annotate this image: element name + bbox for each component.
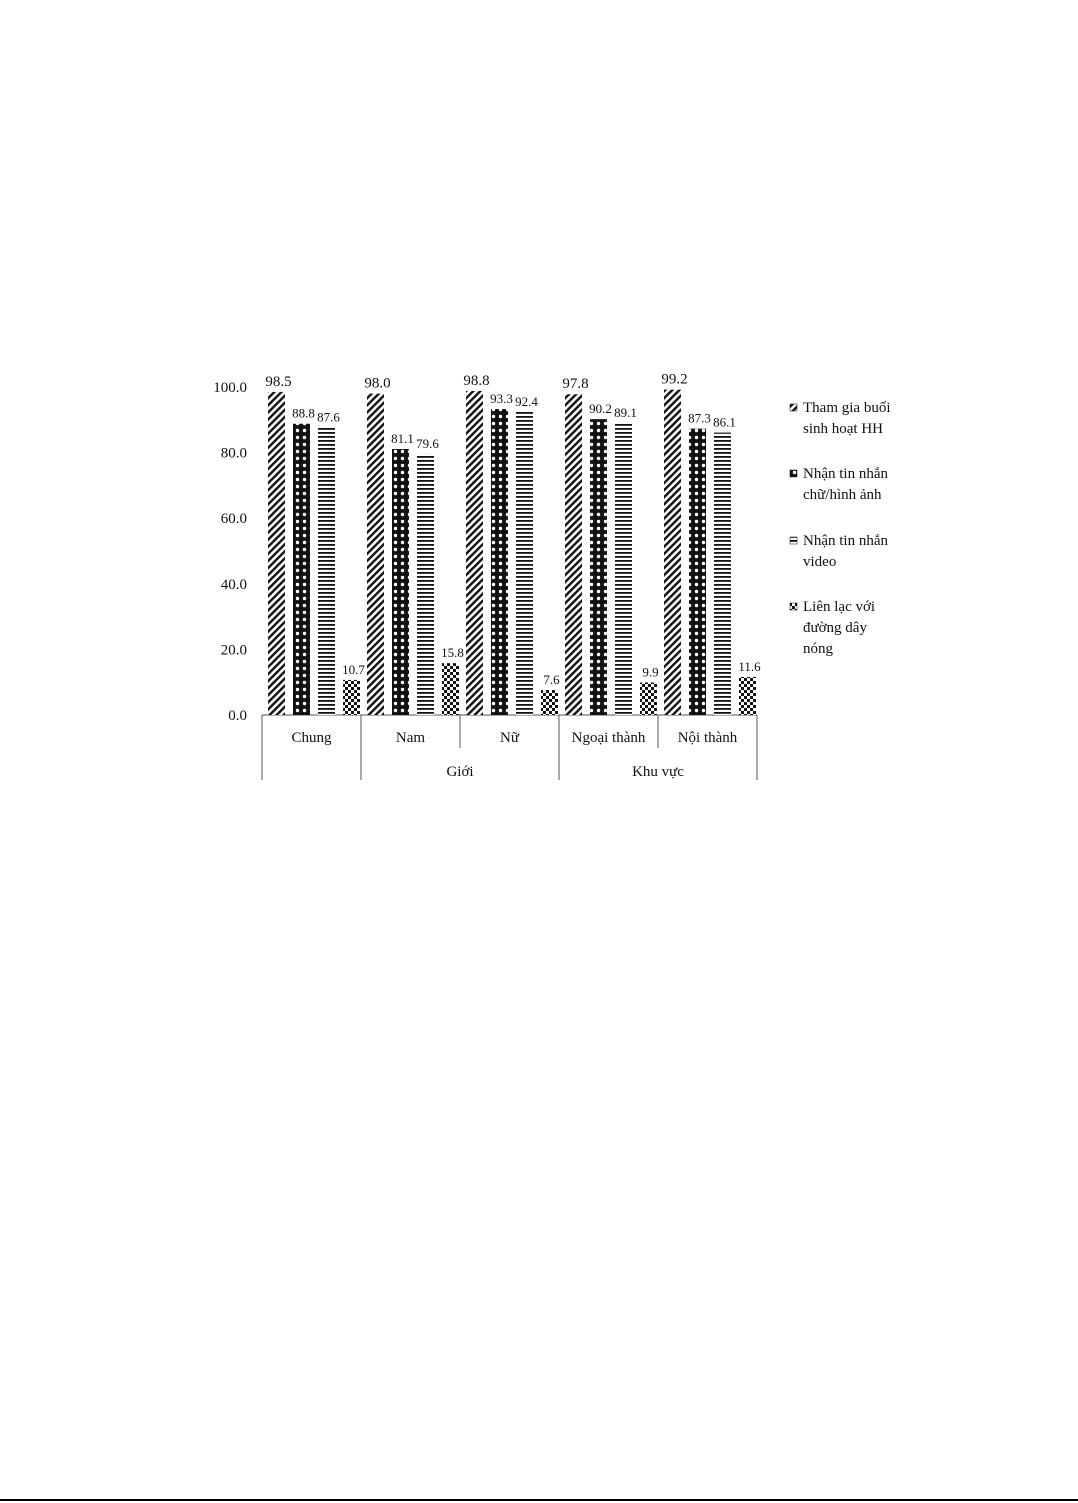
plot-area <box>213 372 761 780</box>
bar <box>343 680 360 715</box>
data-label: 9.9 <box>642 664 659 680</box>
bar <box>491 409 508 715</box>
x-tick-label: Nội thành <box>677 730 738 746</box>
group-label: Khu vực <box>632 764 684 780</box>
legend-swatch <box>790 404 797 411</box>
data-label: 11.6 <box>738 658 761 674</box>
x-tick-label: Nam <box>395 730 426 746</box>
bar <box>615 423 632 715</box>
data-label: 79.6 <box>416 435 439 451</box>
y-tick-label: 0.0 <box>228 708 247 724</box>
data-label: 90.2 <box>589 401 612 417</box>
data-label: 89.1 <box>614 404 637 420</box>
data-label: 98.0 <box>364 375 391 392</box>
data-label: 93.3 <box>490 390 513 406</box>
legend-swatch <box>790 537 797 544</box>
data-label: 88.8 <box>292 405 315 421</box>
data-label: 92.4 <box>515 393 538 409</box>
bar <box>466 391 483 715</box>
data-label: 98.5 <box>265 373 292 390</box>
bar <box>565 394 582 715</box>
data-label: 87.3 <box>688 410 711 426</box>
legend-label: sinh hoạt HH <box>803 421 883 437</box>
group-label: Giới <box>446 764 474 780</box>
legend-swatch <box>790 470 797 477</box>
y-tick-label: 60.0 <box>220 511 247 528</box>
data-label: 15.8 <box>441 645 464 661</box>
data-label: 81.1 <box>391 430 414 446</box>
bar <box>293 424 310 715</box>
y-tick-label: 80.0 <box>220 445 247 462</box>
bar <box>714 433 731 715</box>
data-label: 10.7 <box>342 661 365 677</box>
data-label: 99.2 <box>661 371 688 388</box>
page-bottom-rule <box>0 1499 1078 1501</box>
data-label: 97.8 <box>562 376 589 393</box>
legend-label: đường dây <box>803 620 867 636</box>
x-tick-label: Ngoại thành <box>571 730 646 746</box>
legend-label: Nhận tin nhắn <box>803 466 888 482</box>
x-tick-label: Nữ <box>500 730 519 746</box>
legend-label: video <box>803 554 837 570</box>
bar <box>590 419 607 715</box>
legend-label: Nhận tin nhắn <box>803 533 888 549</box>
bar <box>664 390 681 715</box>
data-label: 86.1 <box>713 414 736 430</box>
legend-label: Liên lạc với <box>803 599 876 615</box>
x-tick-label: Chung <box>291 730 332 746</box>
legend-label: nóng <box>803 641 833 657</box>
data-label: 7.6 <box>543 672 560 688</box>
bar <box>541 690 558 715</box>
y-tick-label: 40.0 <box>220 576 247 593</box>
bar <box>268 392 285 715</box>
data-label: 87.6 <box>317 409 340 425</box>
bar <box>318 428 335 715</box>
legend <box>790 400 890 657</box>
legend-label: Tham gia buổi <box>803 400 891 416</box>
data-label: 98.8 <box>463 372 490 389</box>
y-tick-label: 100.0 <box>213 380 247 396</box>
bar <box>689 429 706 715</box>
bar <box>367 394 384 715</box>
legend-label: chữ/hình ảnh <box>803 487 882 503</box>
bar <box>516 412 533 715</box>
legend-swatch <box>790 603 797 610</box>
y-tick-label: 20.0 <box>220 642 247 659</box>
bar <box>442 663 459 715</box>
bar <box>417 454 434 715</box>
bar <box>640 683 657 715</box>
bar <box>392 449 409 715</box>
bar <box>739 677 756 715</box>
